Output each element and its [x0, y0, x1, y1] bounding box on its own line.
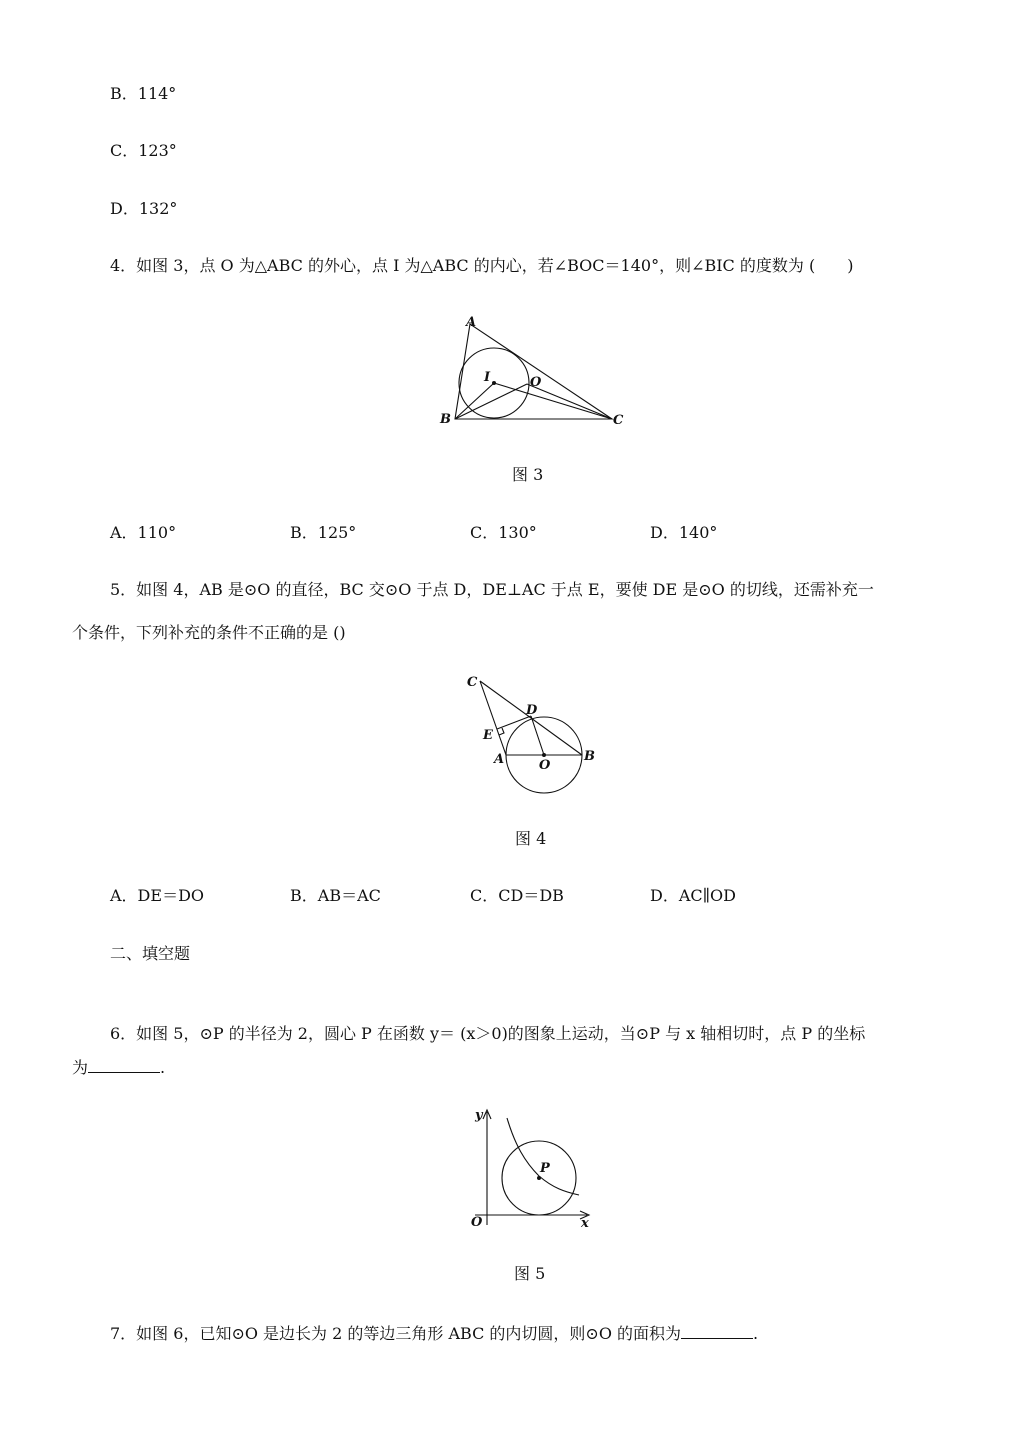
- segment-bi: [455, 383, 494, 419]
- right-angle-mark: [499, 728, 504, 735]
- q4-option-c: C．130°: [470, 523, 537, 542]
- figure-3: [430, 310, 630, 435]
- q6-answer-blank[interactable]: [88, 1056, 160, 1073]
- point-o: [542, 753, 546, 757]
- q6-stem-line1: 6．如图 5，⊙P 的半径为 2，圆心 P 在函数 y＝ (x＞0)的图象上运动，当⊙P 与 x 轴相切时，点 P 的坐标: [110, 1024, 866, 1043]
- q5-option-c: C．CD＝DB: [470, 886, 564, 905]
- label-o: O: [539, 758, 551, 773]
- figure-5-caption: 图 5: [514, 1264, 546, 1283]
- segment-cb: [480, 681, 582, 755]
- label-b: B: [584, 749, 595, 764]
- label-d: D: [526, 703, 538, 718]
- label-o: O: [530, 375, 542, 390]
- figure-3-diagram: [430, 310, 630, 435]
- q6-suffix: .: [160, 1058, 166, 1077]
- segment-bo: [455, 384, 527, 419]
- q6-prefix: 为: [72, 1058, 89, 1077]
- label-c: C: [613, 413, 624, 428]
- q7-prefix: 7．如图 6，已知⊙O 是边长为 2 的等边三角形 ABC 的内切圆，则⊙O 的面积为: [110, 1324, 682, 1343]
- q3-option-c: C．123°: [110, 141, 177, 160]
- label-x: x: [581, 1216, 589, 1231]
- point-p: [537, 1176, 541, 1180]
- q7-suffix: .: [753, 1324, 759, 1343]
- q5-stem-line1: 5．如图 4，AB 是⊙O 的直径，BC 交⊙O 于点 D，DE⊥AC 于点 E，要使 DE 是⊙O 的切线，还需补充一: [110, 580, 874, 599]
- figure-4-caption: 图 4: [515, 829, 547, 848]
- label-a: A: [466, 315, 477, 330]
- q7-answer-blank[interactable]: [681, 1322, 753, 1339]
- q5-stem-line2: 个条件，下列补充的条件不正确的是 (): [72, 623, 346, 642]
- q5-option-a: A．DE＝DO: [110, 886, 205, 905]
- q4-stem: 4．如图 3，点 O 为△ABC 的外心，点 I 为△ABC 的内心，若∠BOC＝140°，则∠BIC 的度数为 ( ): [110, 256, 854, 275]
- figure-3-caption: 图 3: [512, 465, 544, 484]
- segment-ca: [480, 681, 506, 755]
- label-y: y: [475, 1108, 483, 1123]
- label-i: I: [484, 370, 491, 385]
- point-i: [492, 381, 496, 385]
- figure-5-diagram: [465, 1100, 600, 1235]
- q7-stem: [110, 1322, 758, 1344]
- figure-5: [465, 1100, 600, 1235]
- label-a: A: [494, 752, 505, 767]
- figure-4-diagram: [455, 665, 605, 800]
- q4-option-d: D．140°: [650, 523, 718, 542]
- q6-stem-line2: [72, 1056, 165, 1078]
- figure-4: [455, 665, 605, 800]
- q5-option-d: D．AC∥OD: [650, 886, 736, 905]
- q5-option-b: B．AB＝AC: [290, 886, 381, 905]
- label-b: B: [440, 412, 451, 427]
- q3-option-d: D．132°: [110, 199, 178, 218]
- q3-option-b: B．114°: [110, 84, 177, 103]
- triangle-abc: [455, 324, 612, 419]
- hyperbola-curve: [507, 1118, 579, 1195]
- label-e: E: [483, 728, 493, 743]
- q4-option-a: A．110°: [110, 523, 177, 542]
- label-o: O: [471, 1215, 483, 1230]
- segment-do: [531, 716, 544, 755]
- label-c: C: [467, 675, 478, 690]
- q4-option-b: B．125°: [290, 523, 357, 542]
- label-p: P: [540, 1161, 550, 1176]
- section-title: 二、填空题: [110, 944, 191, 963]
